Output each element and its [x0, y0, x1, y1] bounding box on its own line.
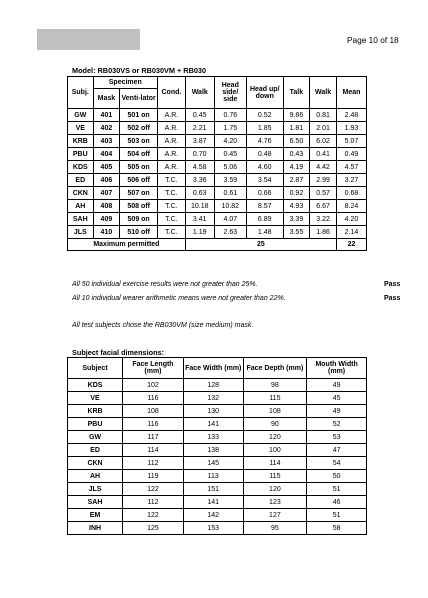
table-cell: 408 — [93, 200, 120, 213]
table-row — [68, 379, 367, 392]
table-cell: 102 — [123, 379, 184, 392]
table-cell: 10.82 — [214, 200, 246, 213]
table-cell: 108 — [123, 405, 184, 418]
table-cell: 4.20 — [214, 135, 246, 148]
table-cell: 8.57 — [246, 200, 283, 213]
header-subj: Subj. — [68, 77, 94, 109]
note-wearer-means: All 10 individual wearer arithmetic means were not greater than 22%. — [72, 295, 286, 302]
table-cell: 133 — [183, 431, 243, 444]
table-row — [68, 509, 367, 522]
table-cell: 409 — [93, 213, 120, 226]
table-cell: 90 — [243, 418, 307, 431]
table-cell: 0.81 — [310, 109, 337, 122]
table-cell: 3.27 — [336, 174, 366, 187]
table-cell: A.R. — [158, 148, 186, 161]
table-cell: GW — [68, 109, 94, 122]
table-cell: 0.57 — [310, 187, 337, 200]
table-cell: 0.48 — [246, 148, 283, 161]
header-cond: Cond. — [158, 77, 186, 109]
table-row — [68, 431, 367, 444]
table-cell: 0.45 — [185, 109, 214, 122]
table-cell: 503 on — [120, 135, 158, 148]
table-cell: 401 — [93, 109, 120, 122]
table-cell: 510 off — [120, 226, 158, 239]
table-cell: 405 — [93, 161, 120, 174]
table-row — [68, 496, 367, 509]
table-cell: 132 — [183, 392, 243, 405]
table-cell: ED — [68, 444, 123, 457]
table-cell: 9.86 — [283, 109, 310, 122]
table-cell: 4.60 — [246, 161, 283, 174]
table-cell: 108 — [243, 405, 307, 418]
note-exercise-results: All 50 individual exercise results were not greater than 25%. — [72, 281, 258, 288]
table-cell: 141 — [183, 496, 243, 509]
table-cell: 1.85 — [246, 122, 283, 135]
table-cell: 6.02 — [310, 135, 337, 148]
table-cell: 2.87 — [283, 174, 310, 187]
table-cell: 142 — [183, 509, 243, 522]
table-cell: 8.24 — [336, 200, 366, 213]
table-cell: 0.66 — [246, 187, 283, 200]
table-cell: SAH — [68, 496, 123, 509]
table-cell: 0.43 — [283, 148, 310, 161]
table-cell: 47 — [307, 444, 367, 457]
table-cell: 125 — [123, 522, 184, 535]
table-row — [68, 148, 367, 161]
table-cell: 50 — [307, 470, 367, 483]
table-cell: 0.68 — [336, 187, 366, 200]
facial-dimensions-title: Subject facial dimensions: — [72, 348, 165, 357]
table-cell: PBU — [68, 418, 123, 431]
table-cell: 403 — [93, 135, 120, 148]
table-cell: 502 off — [120, 122, 158, 135]
table-row — [68, 109, 367, 122]
table-cell: 49 — [307, 405, 367, 418]
table-cell: 404 — [93, 148, 120, 161]
table-cell: VE — [68, 392, 123, 405]
table-cell: 153 — [183, 522, 243, 535]
table-cell: 54 — [307, 457, 367, 470]
table-row — [68, 200, 367, 213]
table-cell: T.C. — [158, 187, 186, 200]
table-cell: 402 — [93, 122, 120, 135]
table-cell: 122 — [123, 483, 184, 496]
table-cell: 1.86 — [310, 226, 337, 239]
header-mean: Mean — [336, 77, 366, 109]
table-cell: 45 — [307, 392, 367, 405]
table-cell: CKN — [68, 457, 123, 470]
table-cell: 100 — [243, 444, 307, 457]
table-cell: 120 — [243, 483, 307, 496]
header-walk: Walk — [185, 77, 214, 109]
header-mouth-width: Mouth Width (mm) — [307, 358, 367, 379]
table-cell: 145 — [183, 457, 243, 470]
table-cell: 505 on — [120, 161, 158, 174]
table-cell: 0.61 — [214, 187, 246, 200]
table-cell: CKN — [68, 187, 94, 200]
table-cell: KRB — [68, 405, 123, 418]
table-cell: T.C. — [158, 213, 186, 226]
table-cell: 4.42 — [310, 161, 337, 174]
table-cell: 501 on — [120, 109, 158, 122]
table-cell: 4.76 — [246, 135, 283, 148]
table-cell: KDS — [68, 379, 123, 392]
table-cell: AH — [68, 200, 94, 213]
table-cell: 509 on — [120, 213, 158, 226]
table-cell: 2.14 — [336, 226, 366, 239]
facial-dimensions-body — [68, 379, 367, 535]
exercise-results-table — [67, 76, 367, 251]
table-row — [68, 483, 367, 496]
table-cell: 4.20 — [336, 213, 366, 226]
table-cell: 2.48 — [336, 109, 366, 122]
table-cell: 4.19 — [283, 161, 310, 174]
facial-dimensions-table — [67, 357, 367, 535]
table-row — [68, 226, 367, 239]
table-cell: VE — [68, 122, 94, 135]
max-permitted-exercise: 25 — [185, 239, 336, 251]
header-specimen: Specimen — [93, 77, 157, 89]
table-cell: KDS — [68, 161, 94, 174]
model-title: Model: RB030VS or RB030VM + RB030 — [72, 66, 207, 75]
table-row — [68, 174, 367, 187]
table-cell: T.C. — [158, 200, 186, 213]
table-row — [68, 187, 367, 200]
table-cell: 46 — [307, 496, 367, 509]
max-permitted-mean: 22 — [336, 239, 366, 251]
table-cell: 117 — [123, 431, 184, 444]
header-head-updown: Head up/ down — [246, 77, 283, 109]
table-cell: KRB — [68, 135, 94, 148]
table-row — [68, 122, 367, 135]
table-row — [68, 418, 367, 431]
table-cell: 4.07 — [214, 213, 246, 226]
table-cell: JLS — [68, 483, 123, 496]
table-cell: 119 — [123, 470, 184, 483]
header-talk: Talk — [283, 77, 310, 109]
table-cell: 141 — [183, 418, 243, 431]
table-cell: A.R. — [158, 161, 186, 174]
table-cell: 115 — [243, 392, 307, 405]
header-walk-2: Walk — [310, 77, 337, 109]
table-cell: 2.99 — [310, 174, 337, 187]
table-cell: 504 off — [120, 148, 158, 161]
table-cell: 49 — [307, 379, 367, 392]
table-cell: 0.63 — [185, 187, 214, 200]
table-cell: 10.18 — [185, 200, 214, 213]
table-cell: AH — [68, 470, 123, 483]
table-cell: 1.81 — [283, 122, 310, 135]
table-cell: 4.93 — [283, 200, 310, 213]
table-row — [68, 392, 367, 405]
header-face-width: Face Width (mm) — [183, 358, 243, 379]
table-cell: PBU — [68, 148, 94, 161]
table-cell: 114 — [123, 444, 184, 457]
table-row — [68, 457, 367, 470]
table-cell: 51 — [307, 509, 367, 522]
table-row — [68, 470, 367, 483]
table-cell: 1.93 — [336, 122, 366, 135]
table-cell: 1.75 — [214, 122, 246, 135]
table-cell: 122 — [123, 509, 184, 522]
pass-wearer-means: Pass — [384, 295, 401, 302]
table-cell: 128 — [183, 379, 243, 392]
table-cell: 3.55 — [283, 226, 310, 239]
table-cell: T.C. — [158, 174, 186, 187]
table-cell: 120 — [243, 431, 307, 444]
table-cell: ED — [68, 174, 94, 187]
table-cell: 3.39 — [283, 213, 310, 226]
table-cell: 53 — [307, 431, 367, 444]
table-row — [68, 135, 367, 148]
table-cell: SAH — [68, 213, 94, 226]
redacted-header-block — [37, 29, 140, 50]
table-cell: 116 — [123, 418, 184, 431]
table-cell: 406 — [93, 174, 120, 187]
table-cell: 6.89 — [246, 213, 283, 226]
table-cell: 0.49 — [336, 148, 366, 161]
table-cell: 4.57 — [336, 161, 366, 174]
table-cell: T.C. — [158, 226, 186, 239]
pass-exercise-results: Pass — [384, 281, 401, 288]
table-cell: 0.92 — [283, 187, 310, 200]
note-mask-choice: All test subjects chose the RB030VM (size medium) mask. — [72, 322, 254, 329]
table-cell: 3.87 — [185, 135, 214, 148]
max-permitted-label: Maximum permitted — [68, 239, 186, 251]
table-cell: 0.41 — [310, 148, 337, 161]
table-cell: 2.21 — [185, 122, 214, 135]
table-cell: 112 — [123, 496, 184, 509]
table-cell: 1.19 — [185, 226, 214, 239]
table-cell: 151 — [183, 483, 243, 496]
table-cell: GW — [68, 431, 123, 444]
table-cell: JLS — [68, 226, 94, 239]
table-cell: EM — [68, 509, 123, 522]
table-cell: 0.70 — [185, 148, 214, 161]
table-cell: 3.59 — [214, 174, 246, 187]
table-cell: 115 — [243, 470, 307, 483]
header-face-depth: Face Depth (mm) — [243, 358, 307, 379]
table-cell: A.R. — [158, 122, 186, 135]
table-cell: 508 off — [120, 200, 158, 213]
page-number: Page 10 of 18 — [347, 35, 399, 45]
table-cell: 4.58 — [185, 161, 214, 174]
table-cell: 3.54 — [246, 174, 283, 187]
table-row — [68, 522, 367, 535]
header-face-length: Face Length (mm) — [123, 358, 184, 379]
table-cell: 3.22 — [310, 213, 337, 226]
table-cell: 6.67 — [310, 200, 337, 213]
table-cell: 0.76 — [214, 109, 246, 122]
table-cell: 5.07 — [336, 135, 366, 148]
table-cell: 5.06 — [214, 161, 246, 174]
header-mask: Mask — [93, 89, 120, 109]
table-cell: A.R. — [158, 109, 186, 122]
header-ventilator: Venti-lator — [120, 89, 158, 109]
exercise-results-body — [68, 109, 367, 239]
table-cell: 113 — [183, 470, 243, 483]
table-cell: 506 off — [120, 174, 158, 187]
table-cell: 98 — [243, 379, 307, 392]
table-row — [68, 213, 367, 226]
table-row — [68, 444, 367, 457]
table-cell: 95 — [243, 522, 307, 535]
table-cell: 114 — [243, 457, 307, 470]
table-cell: 0.52 — [246, 109, 283, 122]
table-cell: 130 — [183, 405, 243, 418]
table-cell: 0.45 — [214, 148, 246, 161]
table-cell: 2.01 — [310, 122, 337, 135]
table-row — [68, 405, 367, 418]
header-head-side: Head side/ side — [214, 77, 246, 109]
table-cell: 2.63 — [214, 226, 246, 239]
table-cell: 410 — [93, 226, 120, 239]
table-cell: 58 — [307, 522, 367, 535]
table-cell: 3.41 — [185, 213, 214, 226]
table-cell: 507 on — [120, 187, 158, 200]
table-cell: 112 — [123, 457, 184, 470]
table-cell: A.R. — [158, 135, 186, 148]
table-cell: 127 — [243, 509, 307, 522]
table-cell: INH — [68, 522, 123, 535]
table-cell: 138 — [183, 444, 243, 457]
header-subject: Subject — [68, 358, 123, 379]
table-cell: 6.50 — [283, 135, 310, 148]
table-row — [68, 161, 367, 174]
table-cell: 51 — [307, 483, 367, 496]
table-cell: 407 — [93, 187, 120, 200]
table-cell: 3.36 — [185, 174, 214, 187]
table-cell: 52 — [307, 418, 367, 431]
table-cell: 116 — [123, 392, 184, 405]
table-cell: 123 — [243, 496, 307, 509]
table-cell: 1.48 — [246, 226, 283, 239]
